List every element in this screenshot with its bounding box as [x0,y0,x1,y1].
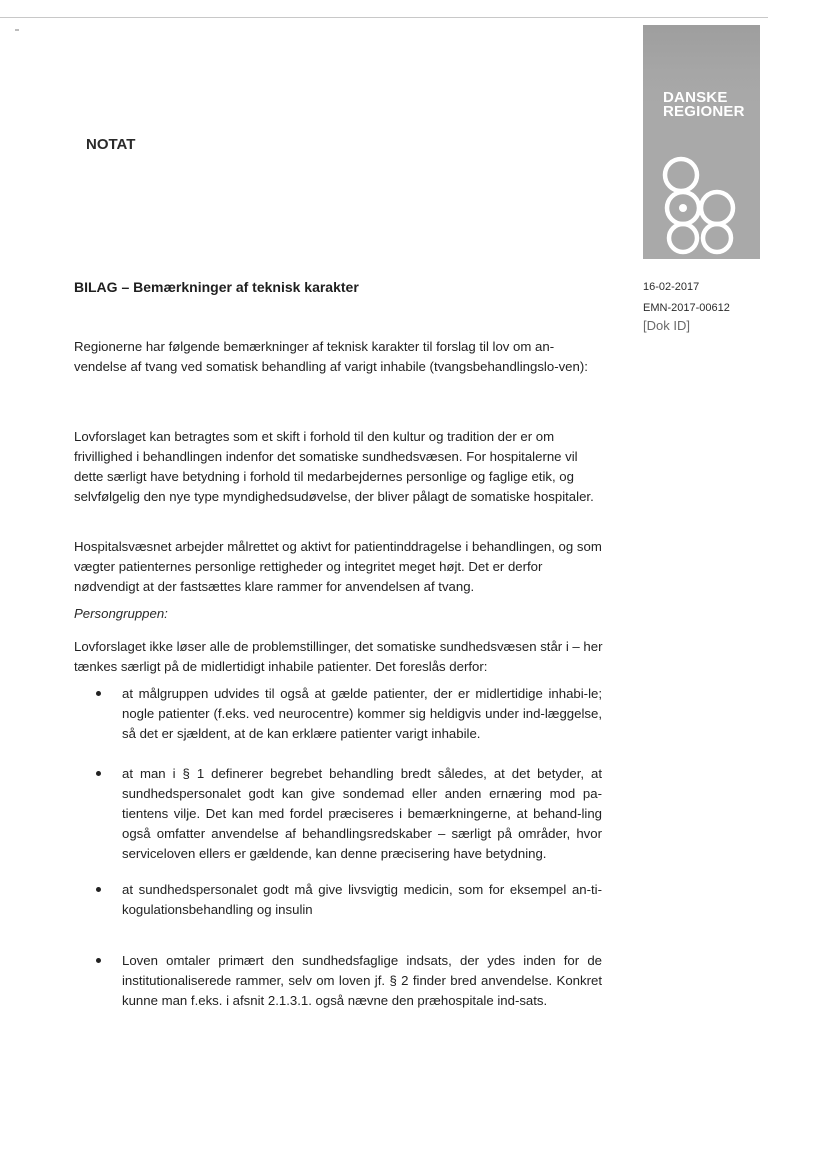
bullet-text: at sundhedspersonalet godt må give livsvigtig medicin, som for eksempel an-ti-kogulationsbehandling og insulin [122,882,602,917]
document-id-placeholder: [Dok ID] [643,318,690,333]
document-reference: EMN-2017-00612 [643,302,730,314]
logo-line-1: DANSKE [663,89,728,106]
paragraph-3: Lovforslaget ikke løser alle de problemstillinger, det somatiske sundhedsvæsen står i – her tænkes særligt på de midlertidigt inhabile patienter. Det foreslås derfor: [74,639,603,674]
logo-circles-icon [643,25,760,259]
paragraph-2: Hospitalsvæsnet arbejder målrettet og aktivt for patientinddragelse i behandlingen, og som vægter patienternes personlige rettigheder og integritet meget højt. Det er derfor nødvendigt at der fastsættes klare rammer for anvendelsen af tvang. [74,539,602,594]
document-title: BILAG – Bemærkninger af teknisk karakter [74,279,359,295]
bullet-icon [96,691,101,696]
bullet-text: at målgruppen udvides til også at gælde patienter, der er midlertidige inhabi-le; nogle patienter (f.eks. ved neurocentre) kommer sig heldigvis under ind-læggelse, så det er sjældent, at de kan erklære patienter varigt inhabile. [122,686,602,741]
top-rule [0,17,768,18]
danske-regioner-logo [643,25,760,259]
document-type-label: NOTAT [86,136,136,153]
bullet-text: Loven omtaler primært den sundhedsfaglige indsats, der ydes inden for de institutionaliserede rammer, selv om loven jf. § 2 finder bred anvendelse. Konkret kunne man f.eks. i afsnit 2.1.3.1. også nævne den præhospitale ind-sats. [122,953,602,1008]
document-date: 16-02-2017 [643,281,700,293]
paragraph-1: Lovforslaget kan betragtes som et skift i forhold til den kultur og tradition der er om frivillighed i behandlingen indenfor det somatiske sundhedsvæsen. For hospitalerne vil dette særligt have betydning i forhold til medarbejdernes personlige og faglige etik, og selvfølgelig den nye type myndighedsudøvelse, der bliver pålagt de somatiske hospitaler. [74,429,594,504]
section-subheading: Persongruppen: [74,606,168,621]
intro-paragraph: Regionerne har følgende bemærkninger af teknisk karakter til forslag til lov om an-vendelse af tvang ved somatisk behandling af varigt inhabile (tvangsbehandlingslo-ven): [74,339,588,374]
bullet-text: at man i § 1 definerer begrebet behandling bredt således, at det betyder, at sundhedspersonalet godt kan give sondemad eller anden ernæring mod pa-tientens vilje. Det kan med fordel præciseres i bemærkningerne, at behand-ling også omfatter anvendelse af behandlingsredskaber – særligt på områder, hvor serviceloven ellers er gældende, kan denne præcisering have betydning. [122,766,602,861]
logo-line-2: REGIONER [663,103,745,120]
bullet-icon [96,958,101,963]
bullet-icon [96,771,101,776]
bullet-icon [96,887,101,892]
scan-speck [15,29,19,31]
